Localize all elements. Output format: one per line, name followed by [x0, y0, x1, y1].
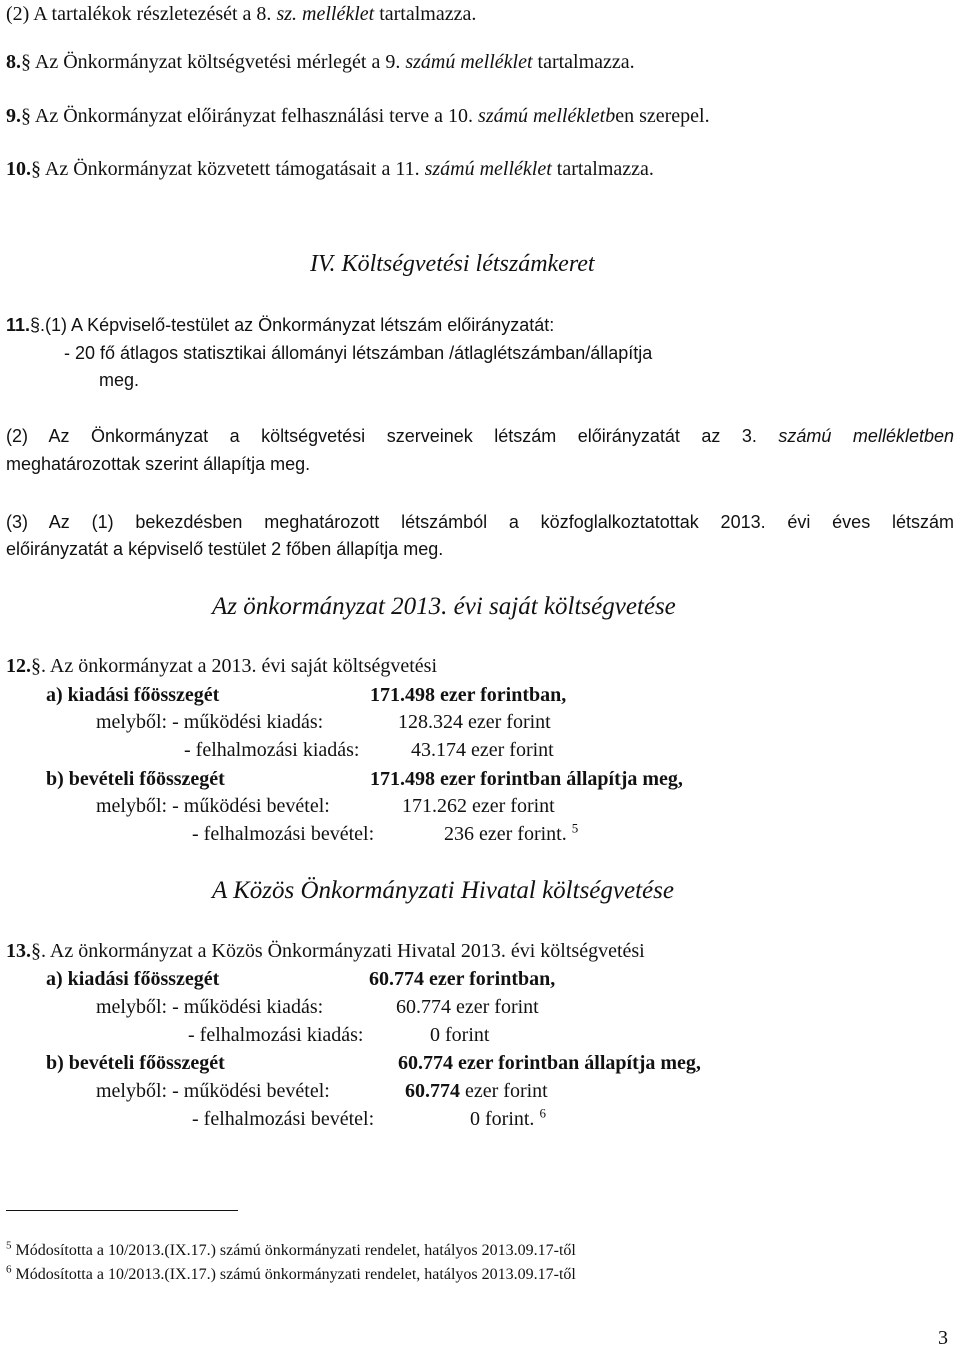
- p12-capital-revenue-value: 236 ezer forint. $^5$: [444, 820, 579, 845]
- footnote-6: $^6$ Módosította a 10/2013.(IX.17.) számú önkormányzati rendelet, hatályos 2013.09.17-től: [6, 1263, 576, 1283]
- heading-office-budget: A Közös Önkormányzati Hivatal költségvetése: [212, 877, 674, 904]
- p12-operating-revenue-label: melyből: - működési bevétel:: [96, 795, 330, 817]
- p13-capital-revenue-value: 0 forint. $^6$: [470, 1105, 546, 1130]
- section-title: IV. Költségvetési létszámkeret: [310, 251, 595, 277]
- paragraph-11: 11.§.(1) A Képviselő-testület az Önkormányzat létszám előirányzatát:: [6, 315, 555, 335]
- p13-capital-revenue-label: - felhalmozási bevétel:: [192, 1108, 375, 1130]
- footnote-ref-5[interactable]: 5: [571, 820, 579, 836]
- p13-revenue-label: b) bevételi főösszegét: [46, 1052, 225, 1074]
- paragraph-13: 13.§. Az önkormányzat a Közös Önkormányzati Hivatal 2013. évi költségvetési: [6, 940, 645, 962]
- paragraph-3-line2: előirányzatát a képviselő testület 2 főben állapítja meg.: [6, 539, 444, 559]
- p12-expense-value: 171.498 ezer forintban,: [370, 684, 567, 706]
- p13-capital-expense-label: - felhalmozási kiadás:: [188, 1024, 364, 1046]
- paragraph-3-line1: (3) Az (1) bekezdésben meghatározott létszámból a közfoglalkoztatottak 2013. évi éves létszám: [6, 512, 954, 532]
- p13-expense-value: 60.774 ezer forintban,: [369, 968, 556, 990]
- p12-revenue-value: 171.498 ezer forintban állapítja meg,: [370, 768, 683, 790]
- list-line-reserves: (2) A tartalékok részletezését a 8. sz. melléklet tartalmazza.: [6, 3, 477, 25]
- list-line-subsidies: 10.§ Az Önkormányzat közvetett támogatásait a 11. számú melléklet tartalmazza.: [6, 158, 654, 180]
- p12-revenue-label: b) bevételi főösszegét: [46, 768, 225, 790]
- p12-capital-expense-value: 43.174 ezer forint: [411, 739, 554, 761]
- footnote-separator: [6, 1210, 238, 1211]
- heading-own-budget: Az önkormányzat 2013. évi saját költségvetése: [212, 593, 676, 620]
- list-line-plan: 9.§ Az Önkormányzat előirányzat felhasználási terve a 10. számú mellékletben szerepel.: [6, 105, 710, 127]
- paragraph-11-line2: - 20 fő átlagos statisztikai állományi létszámban /átlaglétszámban/állapítja: [64, 343, 653, 363]
- p13-operating-expense-label: melyből: - működési kiadás:: [96, 996, 324, 1018]
- paragraph-12: 12.§. Az önkormányzat a 2013. évi saját költségvetési: [6, 655, 438, 677]
- paragraph-2-line2: meghatározottak szerint állapítja meg.: [6, 454, 311, 474]
- footnote-ref-6[interactable]: 6: [539, 1105, 546, 1121]
- p13-operating-revenue-value: 60.774 ezer forint: [405, 1080, 548, 1102]
- paragraph-11-line3: meg.: [99, 370, 140, 390]
- p12-operating-revenue-value: 171.262 ezer forint: [402, 795, 555, 817]
- paragraph-2-line1: (2) Az Önkormányzat a költségvetési szerveinek létszám előirányzatát az 3. számú mellékletben: [6, 426, 954, 446]
- p12-operating-expense-label: melyből: - működési kiadás:: [96, 711, 324, 733]
- p12-capital-expense-label: - felhalmozási kiadás:: [184, 739, 360, 761]
- p12-capital-revenue-label: - felhalmozási bevétel:: [192, 823, 375, 845]
- p13-capital-expense-value: 0 forint: [430, 1024, 490, 1046]
- p13-operating-expense-value: 60.774 ezer forint: [396, 996, 539, 1018]
- footnote-5: $^5$ Módosította a 10/2013.(IX.17.) számú önkormányzati rendelet, hatályos 2013.09.17-től: [6, 1239, 576, 1259]
- p13-revenue-value: 60.774 ezer forintban állapítja meg,: [398, 1052, 701, 1074]
- p12-expense-label: a) kiadási főösszegét: [46, 684, 220, 706]
- p12-operating-expense-value: 128.324 ezer forint: [398, 711, 551, 733]
- list-line-balance: 8.§ Az Önkormányzat költségvetési mérlegét a 9. számú melléklet tartalmazza.: [6, 51, 635, 73]
- page-number: 3: [938, 1327, 948, 1349]
- p13-expense-label: a) kiadási főösszegét: [46, 968, 220, 990]
- p13-operating-revenue-label: melyből: - működési bevétel:: [96, 1080, 330, 1102]
